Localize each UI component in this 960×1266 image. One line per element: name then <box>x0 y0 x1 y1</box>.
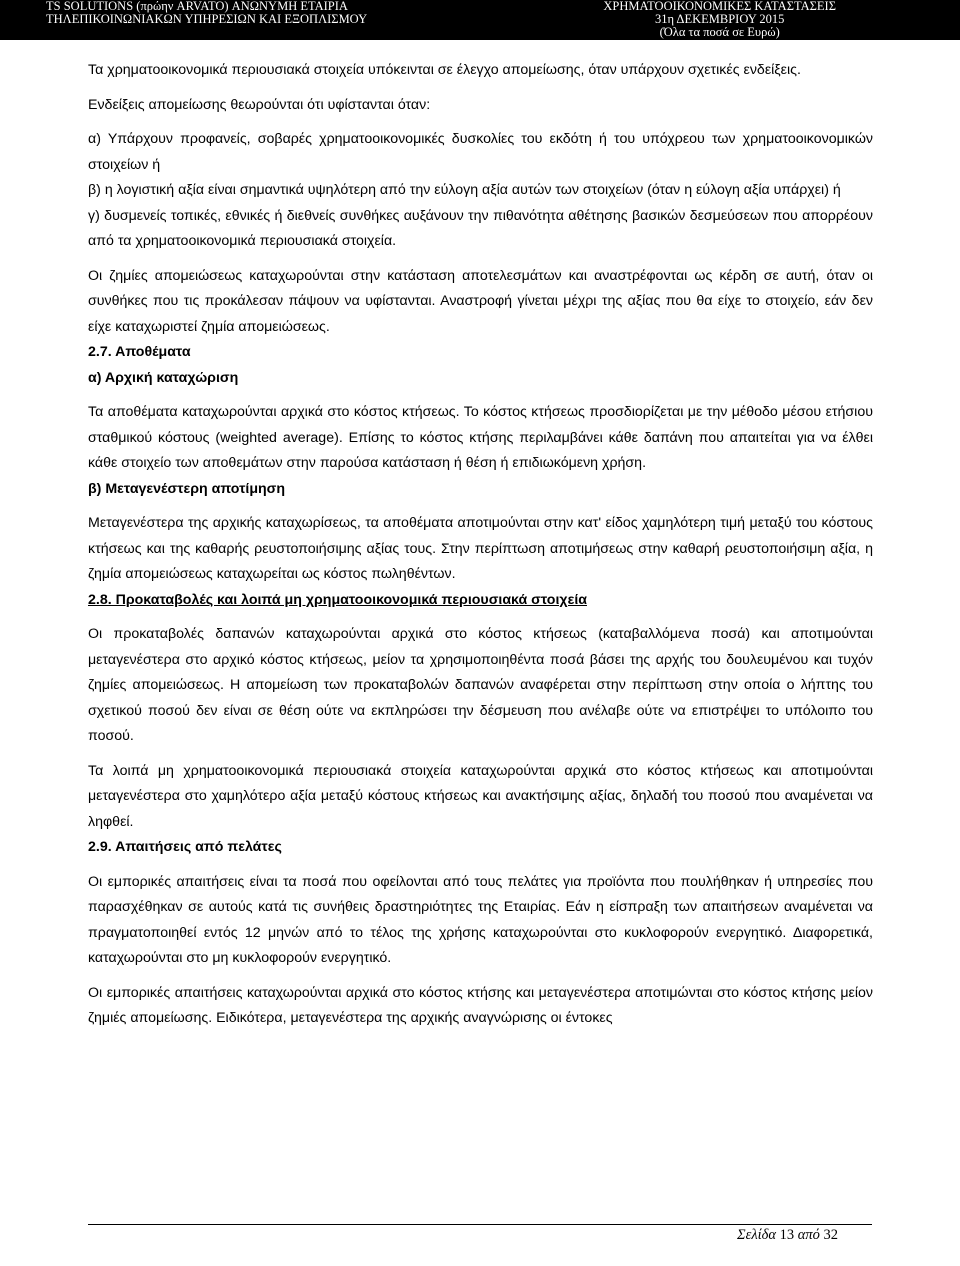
section-heading-prepayments: 2.8. Προκαταβολές και λοιπά μη χρηματοοικονομικά περιουσιακά στοιχεία <box>88 591 587 608</box>
of-label: από <box>797 1227 820 1243</box>
paragraph-receivables-measurement: Οι εμπορικές απαιτήσεις καταχωρούνται αρχικά στο κόστος κτήσης και μεταγενέστερα αποτιμώνται στο κόστος κτήσης μείον ζημιές απομείωσης. Ειδικότερα, μεταγενέστερα της αρχικής αναγνώρισης οι έντοκες <box>88 984 873 1026</box>
document-date: 31η ΔΕΚΕΜΒΡΙΟΥ 2015 <box>654 12 785 26</box>
paragraph-inventory-measurement: Μεταγενέστερα της αρχικής καταχωρίσεως, τα αποθέματα αποτιμούνται στην κατ' είδος χαμηλότερη τιμή μεταξύ του κόστους κτήσεως και της καθαρής ρευστοποιήσιμης αξίας τους. Στην περίπτωση αποτιμήσεως στην καθαρή ρευστοποιήσιμη αξία, η ζημία απομειώσεως καταχωρείται ως κόστος πωληθέντων. <box>88 515 873 582</box>
total-pages: 32 <box>823 1227 838 1243</box>
paragraph-prepayments: Οι προκαταβολές δαπανών καταχωρούνται αρχικά στο κόστος κτήσεως (καταβαλλόμενα ποσά) και αποτιμούνται μεταγενέστερα στο αρχικό κόστος κτήσεως, μείον τα χρησιμοποιηθέντα ποσά βάσει της αρχής του δουλευμένου και τυχόν ζημίες απομειώσεως. Η απομείωση των προκαταβολών δαπανών αναφέρεται στην περίπτωση στην οποία ο λήπτης του σχετικού ποσού δεν είναι σε θέση ούτε να εκπληρώσει την δέσμευση που ανέλαβε ούτε να επιστρέψει το υπόλοιπο του ποσού. <box>88 626 873 744</box>
page-body <box>88 58 873 1032</box>
section-heading-inventories: 2.7. Αποθέματα <box>88 344 191 360</box>
paragraph-inventory-cost: Τα αποθέματα καταχωρούνται αρχικά στο κόστος κτήσεως. Το κόστος κτήσεως προσδιορίζεται με την μέθοδο μέσου ετήσιου σταθμικού κόστους (weighted average). Επίσης το κόστος κτήσης περιλαμβάνει κάθε δαπάνη που απαιτείται για να έλθει κάθε στοιχείο των αποθεμάτων στην παρούσα κατάσταση ή θέση ή επιδιωκόμενη χρήση. <box>88 404 873 471</box>
subheading-initial-recognition: α) Αρχική καταχώριση <box>88 369 239 386</box>
company-name-line2: ΤΗΛΕΠΙΚΟΙΝΩΝΙΑΚΩΝ ΥΠΗΡΕΣΙΩΝ ΚΑΙ ΕΞΟΠΛΙΣΜΟΥ <box>46 12 368 26</box>
list-item-b: β) η λογιστική αξία είναι σημαντικά υψηλότερη από την εύλογη αξία αυτών των στοιχείων (όταν η εύλογη αξία υπάρχει) ή <box>88 182 841 198</box>
paragraph-receivables-definition: Οι εμπορικές απαιτήσεις είναι τα ποσά που οφείλονται από τους πελάτες για προϊόντα που πουλήθηκαν ή υπηρεσίες που παρασχέθηκαν σε αυτούς κατά τις συνήθεις δραστηριότητες της Εταιρίας. Εάν η είσπραξη των απαιτήσεων αναμένεται να πραγματοποιηθεί εντός 12 μηνών από το τέλος της χρήσης καταχωρούνται στο κυκλοφορούν ενεργητικό. Διαφορετικά, καταχωρούνται στο μη κυκλοφορούν ενεργητικό. <box>88 873 873 966</box>
list-item-c: γ) δυσμενείς τοπικές, εθνικές ή διεθνείς συνθήκες αυξάνουν την πιθανότητα αθέτησης βασικών δεσμεύσεων που απορρέουν από τα χρηματοοικονομικά περιουσιακά στοιχεία. <box>88 207 873 249</box>
company-name <box>46 0 367 26</box>
page-label: Σελίδα <box>736 1227 776 1243</box>
section-heading-receivables: 2.9. Απαιτήσεις από πελάτες <box>88 839 282 855</box>
document-title <box>603 0 836 39</box>
page-number: 13 <box>779 1227 795 1243</box>
company-name-line1: TS SOLUTIONS (πρώην ARVATO) ΑΝΩΝΥΜΗ ΕΤΑΙΡΙΑ <box>46 0 348 13</box>
page-footer <box>737 1227 838 1244</box>
paragraph-other-assets: Τα λοιπά μη χρηματοοικονομικά περιουσιακά στοιχεία καταχωρούνται αρχικά στο κόστος κτήσεως και αποτιμούνται μεταγενέστερα στο χαμηλότερο αξία μεταξύ κόστους κτήσεως και ανακτήσιμης αξίας, δηλαδή του ποσού που αναμένεται να ληφθεί. <box>88 762 873 830</box>
paragraph-impairment-indicators: Ενδείξεις απομείωσης θεωρούνται ότι υφίστανται όταν: <box>88 96 431 113</box>
footer-divider <box>88 1224 872 1225</box>
list-item-a: α) Υπάρχουν προφανείς, σοβαρές χρηματοοικονομικές δυσκολίες του εκδότη ή του υπόχρεου των χρηματοοικονομικών στοιχείων ή <box>88 131 873 173</box>
paragraph-impairment-losses: Οι ζημίες απομειώσεως καταχωρούνται στην κατάσταση αποτελεσμάτων και αναστρέφονται ως κέρδη σε αυτή, όταν οι συνθήκες που τις προκάλεσαν πάψουν να υφίστανται. Αναστροφή γίνεται μέχρι της αξίας που θα είχε το στοιχείο, εάν δεν είχε καταχωριστεί ζημία απομειώσεως. <box>88 267 873 335</box>
page-header <box>0 0 960 40</box>
subheading-subsequent-measurement: β) Μεταγενέστερη αποτίμηση <box>88 480 286 497</box>
document-title-line1: ΧΡΗΜΑΤΟΟΙΚΟΝΟΜΙΚΕΣ ΚΑΤΑΣΤΑΣΕΙΣ <box>603 0 836 13</box>
paragraph-impairment-intro: Τα χρηματοοικονομικά περιουσιακά στοιχεία υπόκεινται σε έλεγχο απομείωσης, όταν υπάρχουν σχετικές ενδείξεις. <box>88 62 801 78</box>
currency-note: (Όλα τα ποσά σε Ευρώ) <box>659 25 780 39</box>
